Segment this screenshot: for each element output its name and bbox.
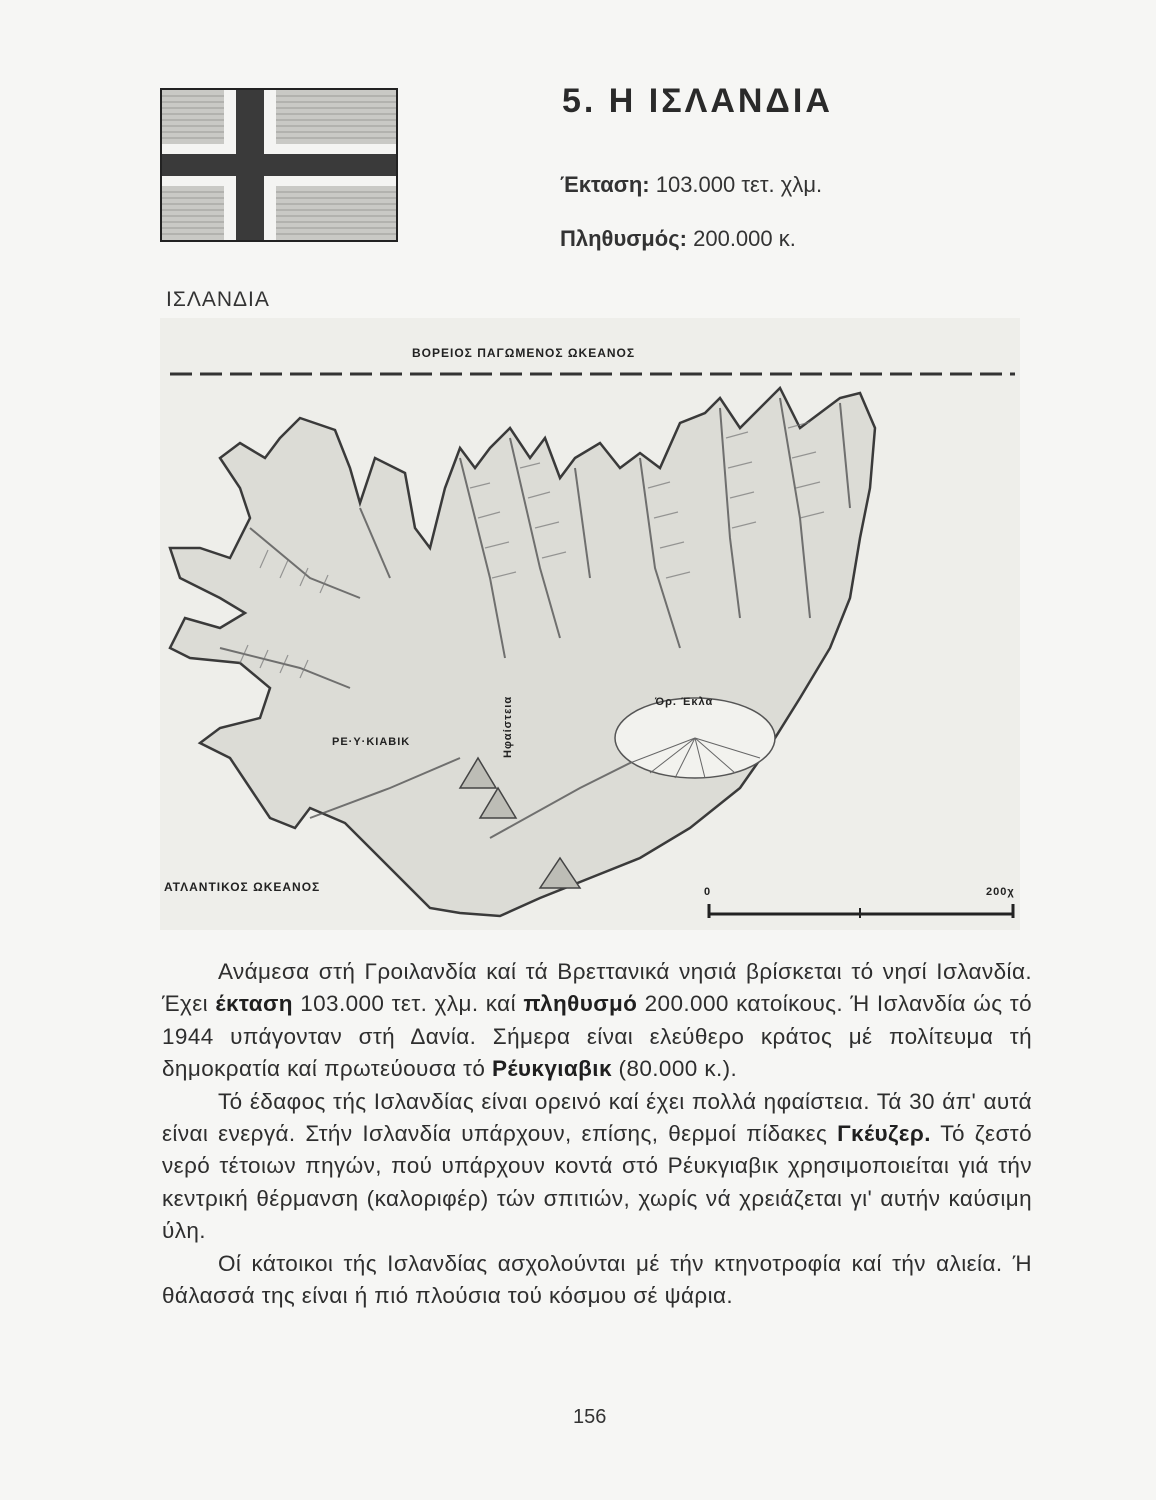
text-run: Τό ζεστό νερό τέτοιων πηγών, πού υπάρχουν κοντά στό Ρέυκγιαβικ χρησιμοποιείται γιά τήν κεντρική θέρμανση (καλοριφέρ) τών σπιτιών, χωρίς νά χρειάζεται γι' αυτήν καύσιμη ύλη. [162, 1121, 1032, 1244]
map-label-north-ocean: ΒΟΡΕΙΟΣ ΠΑΓΩΜΕΝΟΣ ΩΚΕΑΝΟΣ [412, 346, 636, 360]
bold-term: Ρέυκγιαβικ [491, 1056, 612, 1082]
area-value: 103.000 τετ. χλμ. [655, 172, 823, 197]
population-stat [560, 226, 796, 252]
population-label: Πληθυσμός: [560, 226, 687, 251]
iceland-relief-map [160, 318, 1020, 930]
bold-term: Γκέυζερ. [837, 1121, 931, 1147]
text-run: 103.000 τετ. χλμ. καί [292, 991, 524, 1017]
bold-term: πληθυσμό [523, 991, 638, 1017]
map-label-capital: ΡΕ·Υ·ΚΙΑΒΙΚ [332, 736, 411, 748]
text-run: 200.000 κατοίκους. Ή Ισλανδία ώς τό 1944 υπάγονταν στή Δανία. Σήμερα είναι ελεύθερο κράτος μέ πολίτευμα τή δημοκρατία καί πρωτεύουσα τό [162, 991, 1032, 1082]
iceland-flag-icon [160, 88, 398, 242]
body-text [162, 956, 1032, 1312]
text-run: (80.000 κ.). [611, 1056, 738, 1082]
text-run: Τό έδαφος τής Ισλανδίας είναι ορεινό καί έχει πολλά ηφαίστεια. Τά 30 άπ' αυτά είναι ενεργά. Στήν Ισλανδία υπάρχουν, επίσης, θερμοί πίδακες [162, 1088, 1032, 1147]
paragraph-1 [162, 956, 1032, 1086]
paragraph-2 [162, 1086, 1032, 1248]
iceland-map [160, 318, 1020, 930]
paragraph-3: Οί κάτοικοι τής Ισλανδίας ασχολούνται μέ τήν κτηνοτροφία καί τήν αλιεία. Ή θάλασσά της είναι ή πιό πλούσια τού κόσμου σέ ψάρια. [162, 1250, 1032, 1309]
scale-start-label: 0 [704, 886, 712, 898]
chapter-title: 5. Η ΙΣΛΑΝΔΙΑ [562, 82, 833, 120]
bold-term: έκταση [215, 991, 293, 1017]
area-stat [560, 172, 822, 198]
map-label-volcanoes: Ηφαίστεια [502, 695, 514, 758]
text-run: Ανάμεσα στή Γροιλανδία καί τά Βρεττανικά νησιά βρίσκεται τό νησί Ισλανδία. Έχει [162, 959, 1032, 1017]
population-value: 200.000 κ. [693, 226, 796, 251]
map-label-atlantic-ocean: ΑΤΛΑΝΤΙΚΟΣ ΩΚΕΑΝΟΣ [164, 880, 321, 894]
flag-caption: ΙΣΛΑΝΔΙΑ [166, 288, 270, 311]
map-label-mountain: Όρ. Έκλα [655, 696, 714, 708]
scale-end-label: 200χ [986, 886, 1015, 898]
page-number: 156 [573, 1406, 607, 1428]
area-label: Έκταση: [560, 172, 650, 197]
